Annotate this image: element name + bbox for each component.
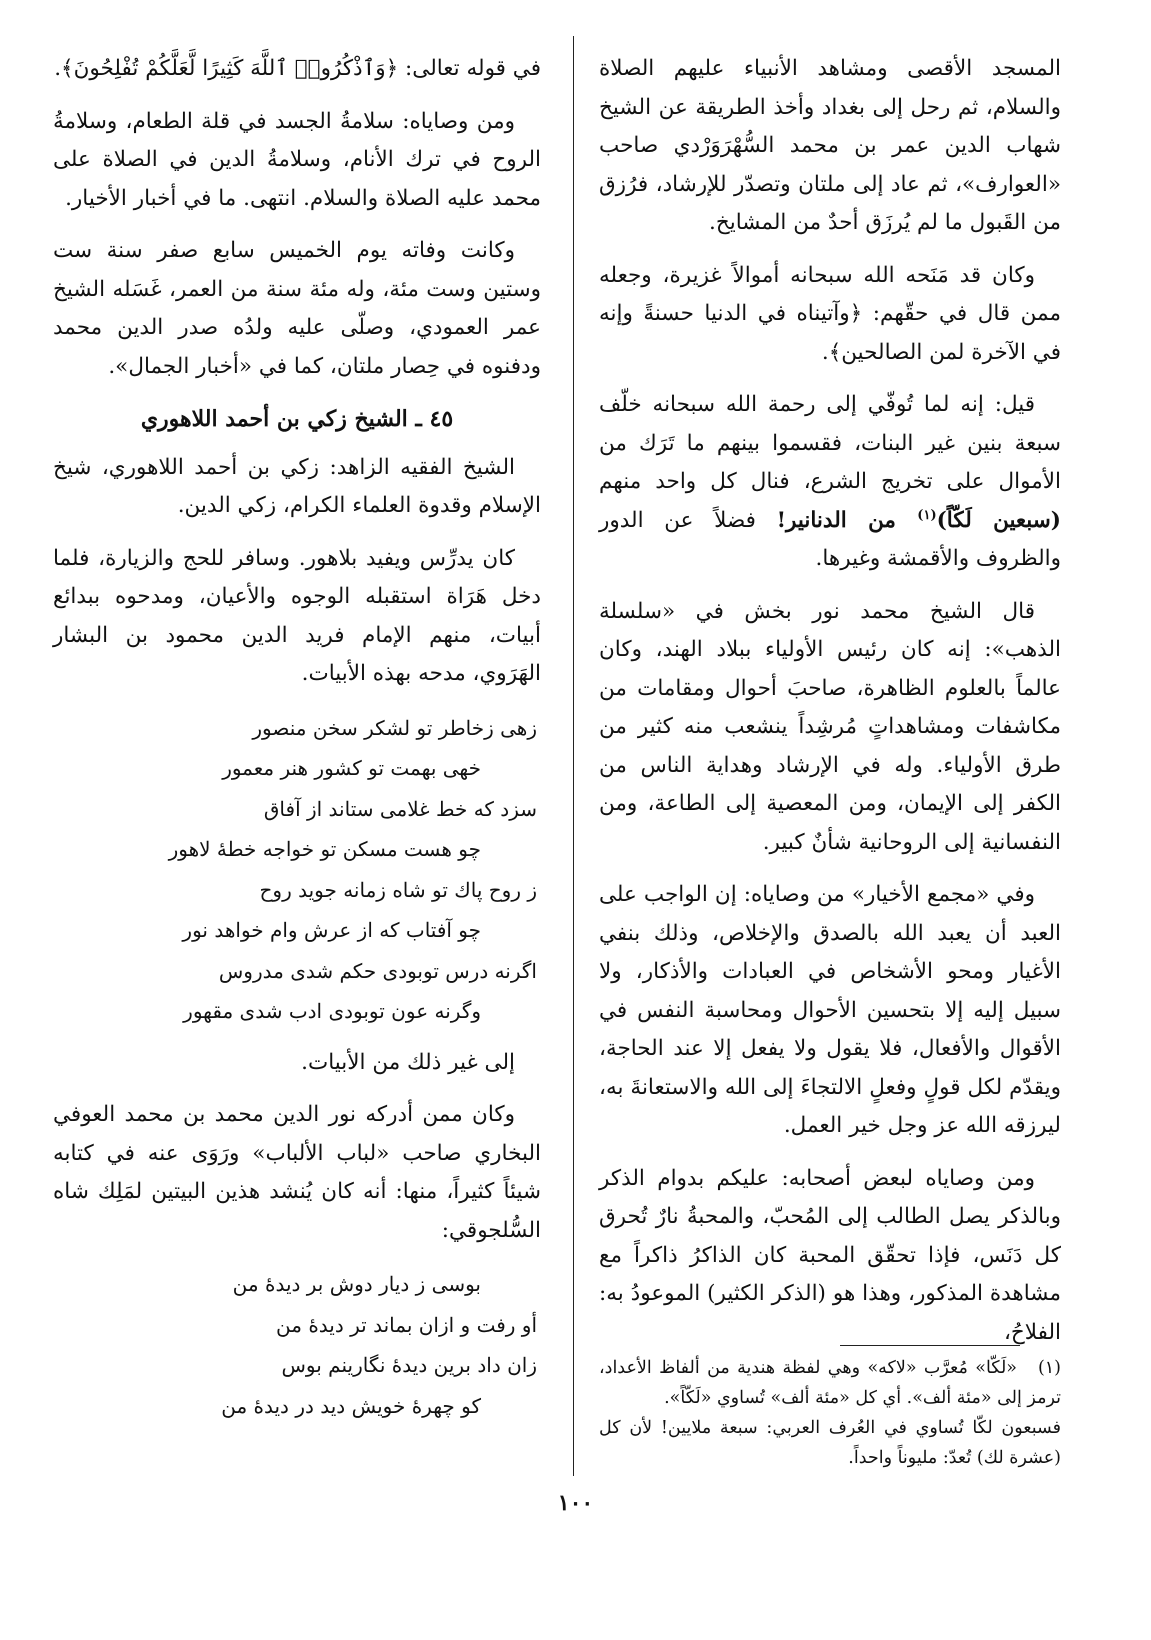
verse-line: چو آفتاب كه از عرش وام خواهد نور <box>182 918 481 942</box>
paragraph: ومن وصاياه: سلامةُ الجسد في قلة الطعام، وسلامةُ الروح في ترك الأنام، وسلامةُ الدين في الصلاة على محمد عليه الصلاة والسلام. انتهى. ما في أخبار الأخيار. <box>53 108 541 211</box>
footnote-line: فسبعون لكّا تُساوي في العُرف العربي: سبعة ملايين! لأن كل (عشرة لك) تُعدّ: مليوناً واحداً. <box>599 1418 1061 1468</box>
paragraph: كان يدرِّس ويفيد بلاهور. وسافر للحج والزيارة، فلما دخل هَرَاة استقبله الوجوه والأعيان، ومدحوه ببدائع أبيات، منهم الإمام فريد الدين محمود بن البشار الهَرَوي، مدحه بهذه الأبيات. <box>53 545 541 686</box>
verse-line: وگرنه عون توبودى ادب شدى مقهور <box>183 999 481 1023</box>
paragraph: المسجد الأقصى ومشاهد الأنبياء عليهم الصلاة والسلام، ثم رحل إلى بغداد وأخذ الطريقة عن الشيخ شهاب الدين عمر بن محمد السُّهْرَوَرْدي صاحب «العوارف»، ثم عاد إلى ملتان وتصدّر للإرشاد، فرُزق من القَبول ما لم يُرزَق أحدٌ من المشايخ. <box>599 56 1061 235</box>
verse-line: زهى زخاطر تو لشكر سخن منصور <box>252 715 537 740</box>
paragraph: وكانت وفاته يوم الخميس سابع صفر سنة ست وستين وست مئة، وله مئة سنة من العمر، غَسَله الشيخ عمر العمودي، وصلّى عليه ولدُه صدر الدين محمد ودفنوه في حِصار ملتان، كما في «أخبار الجمال». <box>53 238 541 379</box>
verse-line: كو چهرهٔ خويش ديد در ديدهٔ من <box>221 1393 481 1418</box>
right-column <box>599 50 1061 1366</box>
bold-phrase: (سبعين لَكّاً)$^{(١)}$ من الدنانير! <box>776 507 1061 533</box>
paragraph: قال الشيخ محمد نور بخش في «سلسلة الذهب»: إنه كان رئيس الأولياء ببلاد الهند، وكان عالماً بالعلوم الظاهرة، صاحبَ أحوال ومقامات من مكاشفات ومشاهداتٍ مُرشِداً ينشعب منه كثير من طرق الأولياء. وله في الإرشاد وهداية الناس من الكفر إلى الإيمان، ومن المعصية إلى الطاعة، ومن النفسانية إلى الروحانية شأنٌ كبير. <box>599 598 1061 855</box>
paragraph: وكان قد مَنَحه الله سبحانه أموالاً غزيرة، وجعله ممن قال في حقّهم: ﴿وآتيناه في الدنيا حسنةً وإنه في الآخرة لمن الصالحين﴾. <box>599 262 1061 365</box>
left-column <box>53 50 541 1438</box>
footnote-marker[interactable]: (١) <box>917 507 937 523</box>
paragraph: وكان ممن أدركه نور الدين محمد بن محمد العوفي البخاري صاحب «لباب الألباب» ورَوَى عنه في كتابه شيئاً كثيراً، منها: أنه كان يُنشد هذين البيتين لمَلِك شاه السُّلجوقي: <box>53 1102 541 1243</box>
footnote-number: (١) <box>1037 1358 1061 1378</box>
footnote-line: (١)«لَكّا» مُعرَّب «لاكه» وهي لفظة هندية من ألفاظ الأعداد، ترمز إلى «مئة ألف». أي كل «مئة ألف» تُساوي «لَكّاً». <box>599 1353 1061 1413</box>
paragraph: قيل: إنه لما تُوفّي إلى رحمة الله سبحانه خلّف سبعة بنين غير البنات، فقسموا بينهم ما تَرَك من الأموال على تخريج الشرع، فنال كل واحد منهم (سبعين لَكّاً)$^{(١)}$ من الدنانير! فضلاً عن الدور والظروف والأقمشة وغيرها. <box>599 392 1061 571</box>
verse-line: اگرنه درس توبودى حكم شدى مدروس <box>218 958 537 983</box>
verse-line: بوسى ز ديار دوش بر ديدهٔ من <box>232 1272 481 1296</box>
paragraph: وفي «مجمع الأخيار» من وصاياه: إن الواجب على العبد أن يعبد الله بالصدق والإخلاص، وذلك بنفي الأغيار ومحو الأشخاص في العبادات والأذكار، ولا سبيل إليه إلا بتحسين الأحوال ومحاسبة النفس في الأقوال والأفعال، فلا يقول ولا يفعل إلا عند الحاجة، ويقدّم لكل قولٍ وفعلٍ الالتجاءَ إلى الله والاستعانةَ به، ليرزقه الله عز وجل خير العمل. <box>599 882 1061 1138</box>
verse-line: چو هست مسكن تو خواجه خطهٔ لاهور <box>168 837 481 861</box>
paragraph: في قوله تعالى: ﴿وَٱذْكُرُوا۟ ٱللَّهَ كَثِيرًا لَّعَلَّكُمْ تُفْلِحُونَ﴾. <box>54 56 541 81</box>
verse-line: ز روح پاك تو شاه زمانه جويد روح <box>259 877 537 902</box>
column-divider <box>573 36 574 1476</box>
footnote <box>599 1353 1061 1473</box>
paragraph: الشيخ الفقيه الزاهد: زكي بن أحمد اللاهوري، شيخ الإسلام وقدوة العلماء الكرام، زكي الدين. <box>53 454 541 518</box>
verse-block <box>53 1264 541 1426</box>
verse-block <box>53 708 541 1032</box>
verse-line: خهى بهمت تو كشور هنر معمور <box>222 756 481 780</box>
verse-line: سزد كه خط غلامى ستاند از آفاق <box>263 796 537 821</box>
section-heading: ٤٥ ـ الشيخ زكي بن أحمد اللاهوري <box>140 406 454 432</box>
paragraph: إلى غير ذلك من الأبيات. <box>301 1049 515 1075</box>
footnote-rule <box>840 1345 1020 1346</box>
paragraph: ومن وصاياه لبعض أصحابه: عليكم بدوام الذكر وبالذكر يصل الطالب إلى المُحبّ، والمحبةُ نارٌ تُحرق كل دَنَس، فإذا تحقّق المحبة كان الذاكرُ ذاكراً مع مشاهدة المذكور، وهذا هو (الذكر الكثير) الموعودُ به: الفلاحُ، <box>599 1165 1061 1345</box>
verse-line: أو رفت و ازان بماند تر ديدهٔ من <box>276 1312 537 1337</box>
page-number: ١٠٠ <box>557 1490 594 1516</box>
verse-line: زان داد برين ديدهٔ نگارينم بوس <box>281 1353 537 1377</box>
